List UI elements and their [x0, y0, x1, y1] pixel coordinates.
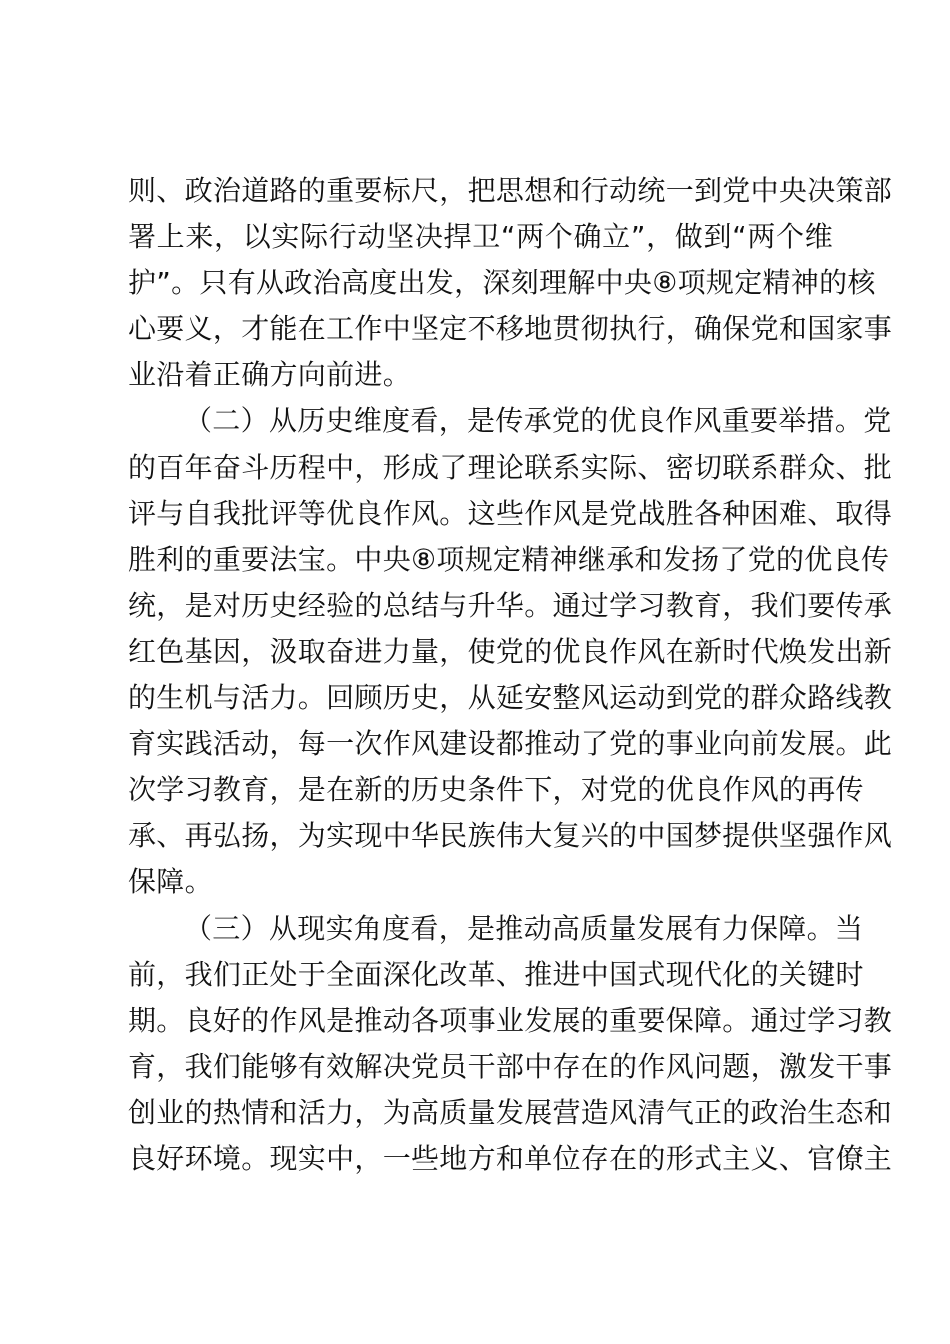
text-line: 育实践活动，每一次作风建设都推动了党的事业向前发展。此 — [128, 727, 893, 761]
text-line: 保障。 — [128, 865, 213, 899]
text-line: 统，是对历史经验的总结与升华。通过学习教育，我们要传承 — [128, 588, 893, 622]
text-line: 署上来，以实际行动坚决捍卫“两个确立”，做到“两个维 — [128, 220, 833, 254]
text-line: 创业的热情和活力，为高质量发展营造风清气正的政治生态和 — [128, 1095, 893, 1129]
text-line: 胜利的重要法宝。中央⑧项规定精神继承和发扬了党的优良传 — [128, 542, 890, 576]
text-line: 前，我们正处于全面深化改革、推进中国式现代化的关键时 — [128, 957, 864, 991]
text-line: 的生机与活力。回顾历史，从延安整风运动到党的群众路线教 — [128, 681, 893, 715]
text-line: 良好环境。现实中，一些地方和单位存在的形式主义、官僚主 — [128, 1141, 893, 1175]
section-heading-line: （三）从现实角度看，是推动高质量发展有力保障。当 — [184, 911, 864, 945]
document-body-text — [128, 168, 893, 1182]
text-line: 业沿着正确方向前进。 — [128, 358, 412, 392]
text-line: 心要义，才能在工作中坚定不移地贯彻执行，确保党和国家事 — [128, 312, 893, 346]
text-line: 育，我们能够有效解决党员干部中存在的作风问题，激发干事 — [128, 1049, 893, 1083]
text-line: 评与自我批评等优良作风。这些作风是党战胜各种困难、取得 — [128, 496, 893, 530]
text-line: 的百年奋斗历程中，形成了理论联系实际、密切联系群众、批 — [128, 450, 893, 484]
text-line: 护”。只有从政治高度出发，深刻理解中央⑧项规定精神的核 — [128, 266, 876, 300]
text-line: 则、政治道路的重要标尺，把思想和行动统一到党中央决策部 — [128, 174, 893, 207]
text-line: 期。良好的作风是推动各项事业发展的重要保障。通过学习教 — [128, 1003, 893, 1037]
section-heading-line: （二）从历史维度看，是传承党的优良作风重要举措。党 — [184, 404, 892, 438]
text-line: 红色基因，汲取奋进力量，使党的优良作风在新时代焕发出新 — [128, 634, 893, 668]
text-line: 次学习教育，是在新的历史条件下，对党的优良作风的再传 — [128, 773, 864, 807]
text-line: 承、再弘扬，为实现中华民族伟大复兴的中国梦提供坚强作风 — [128, 819, 893, 853]
